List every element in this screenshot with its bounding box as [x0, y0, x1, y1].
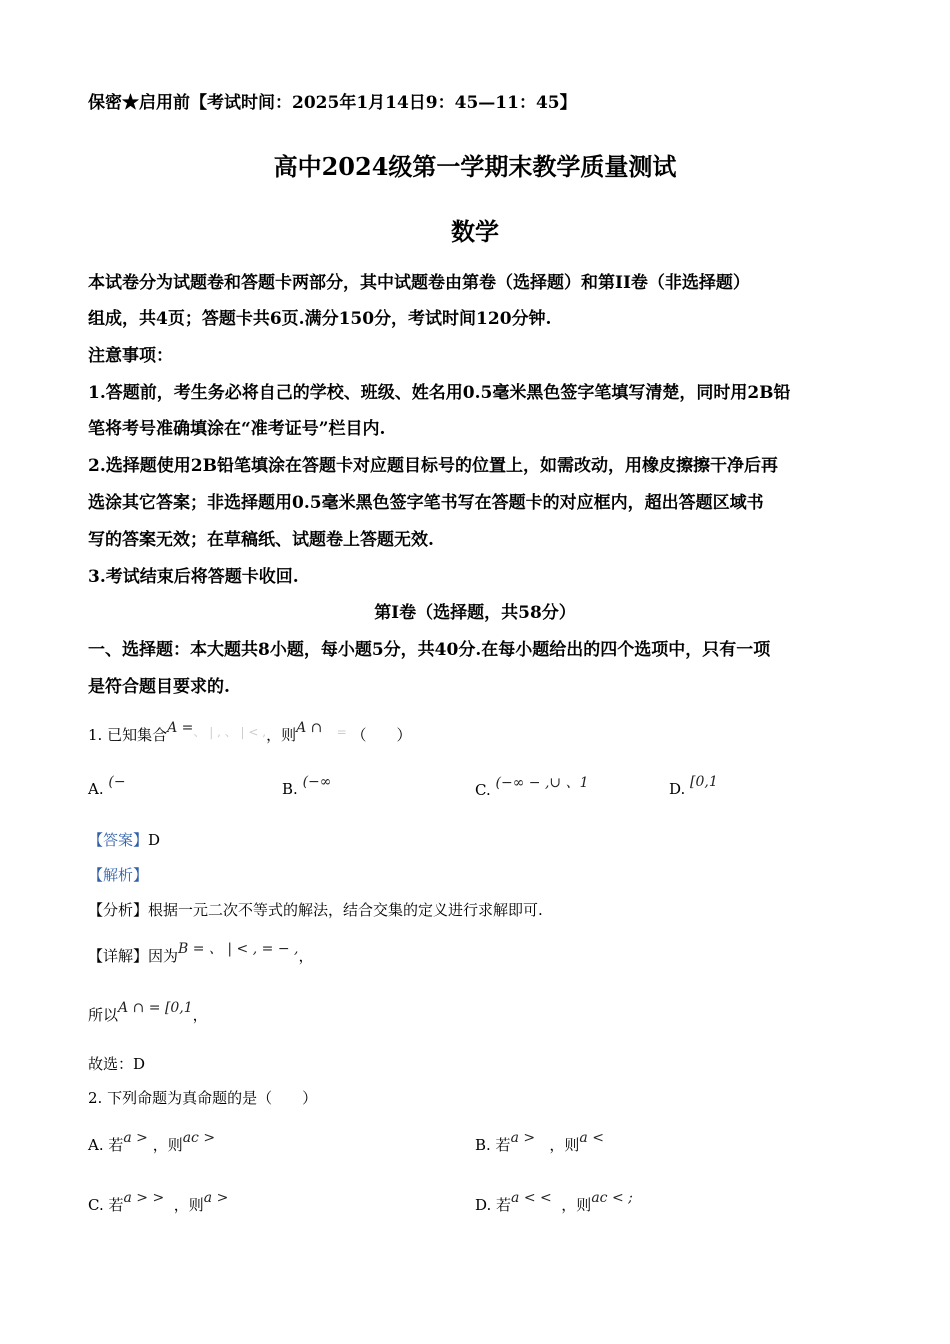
q2-option-b-then: ，则 — [549, 1136, 580, 1154]
q2-option-d — [475, 1190, 633, 1215]
q2-option-c-premise: a > > — [123, 1190, 165, 1206]
q2-option-c-then: ，则 — [173, 1196, 204, 1214]
q1-conclusion — [88, 1000, 208, 1025]
q1-analysis: 【分析】根据一元二次不等式的解法，结合交集的定义进行求解即可. — [88, 901, 543, 919]
q1-stem-mid: ，则 — [266, 726, 297, 744]
q1-so-prefix: 所以 — [88, 1006, 119, 1024]
q1-option-b-label: B. — [282, 780, 298, 798]
answer-value: D — [148, 831, 161, 849]
note-1-line-1: 1.答题前，考生务必将自己的学校、班级、姓名用0.5毫米黑色签字笔填写清楚，同时用2B铅 — [88, 383, 791, 403]
q2-option-a-premise: a > — [123, 1130, 148, 1146]
q1-option-c-label: C. — [475, 781, 491, 799]
q2-option-d-premise: a < < — [511, 1190, 552, 1206]
q1-so-suffix: ， — [192, 1006, 208, 1024]
q2-option-a-label: A. 若 — [88, 1136, 124, 1154]
q1-option-b — [282, 774, 332, 798]
q1-answer — [88, 829, 160, 850]
q2-option-c-label: C. 若 — [88, 1196, 124, 1214]
q2-option-b-label: B. 若 — [475, 1136, 511, 1154]
q2-option-b — [475, 1130, 604, 1155]
q2-option-d-then: ，则 — [561, 1196, 592, 1214]
q1-so-math: A ∩ = [0,1 — [118, 1000, 193, 1016]
section-instruction-2: 是符合题目要求的. — [88, 677, 230, 697]
q1-option-d-math: [0,1 — [690, 774, 718, 790]
q1-option-d — [669, 774, 718, 798]
q1-detail-math: B = 、 | < , = − , — [178, 941, 299, 957]
q2-option-d-conclusion: ac < ; — [591, 1190, 633, 1206]
q2-option-c-conclusion: a > — [203, 1190, 229, 1206]
confidential-line: 保密★启用前【考试时间：2025年1月14日9：45—11：45】 — [88, 93, 577, 113]
q1-option-a-math: (− — [108, 774, 126, 790]
exam-title: 高中2024级第一学期末教学质量测试 — [273, 152, 677, 181]
q1-option-a-label: A. — [88, 780, 104, 798]
q1-option-d-label: D. — [669, 780, 686, 798]
q1-math-a: A = — [167, 720, 194, 736]
q1-stem-prefix: 1. 已知集合 — [88, 726, 168, 744]
q1-detail-prefix: 【详解】因为 — [88, 947, 179, 965]
subject-title: 数学 — [451, 217, 499, 246]
q1-option-a — [88, 774, 126, 798]
analysis-tag: 【解析】 — [88, 866, 149, 884]
note-2-line-2: 选涂其它答案；非选择题用0.5毫米黑色签字笔书写在答题卡的对应框内，超出答题区域书 — [88, 493, 764, 513]
q1-option-c — [475, 775, 589, 800]
q2-option-b-premise: a > — [510, 1130, 536, 1146]
q1-option-c-math: (−∞ − ,∪ 、1 — [495, 775, 589, 791]
q1-choose: 故选：D — [88, 1055, 146, 1073]
q2-option-b-conclusion: a < — [579, 1130, 604, 1146]
q1-paren: （ ） — [351, 726, 412, 744]
answer-tag: 【答案】 — [88, 831, 149, 849]
note-1-line-2: 笔将考号准确填涂在“准考证号”栏目内. — [88, 419, 386, 439]
q1-option-b-math: (−∞ — [302, 774, 332, 790]
section-instruction-1: 一、选择题：本大题共8小题，每小题5分，共40分.在每小题给出的四个选项中，只有一项 — [88, 640, 771, 660]
q2-option-d-label: D. 若 — [475, 1196, 512, 1214]
note-3: 3.考试结束后将答题卡收回. — [88, 567, 299, 587]
section-heading: 第I卷（选择题，共58分） — [374, 603, 576, 623]
notes-title: 注意事项： — [88, 346, 173, 366]
q2-option-c — [88, 1190, 229, 1215]
question-1-stem — [88, 720, 412, 745]
intro-line-2: 组成，共4页；答题卡共6页.满分150分，考试时间120分钟. — [88, 309, 552, 329]
note-2-line-3: 写的答案无效；在草稿纸、试题卷上答题无效. — [88, 530, 434, 550]
note-2-line-1: 2.选择题使用2B铅笔填涂在答题卡对应题目标号的位置上，如需改动，用橡皮擦擦干净后再 — [88, 456, 778, 476]
q2-option-a — [88, 1130, 216, 1155]
q1-detail-suffix: ， — [298, 947, 314, 965]
q1-detail — [88, 941, 314, 966]
q2-option-a-conclusion: ac > — [182, 1130, 216, 1146]
q2-option-a-then: ，则 — [152, 1136, 183, 1154]
q1-math-eq: = — [336, 725, 347, 739]
question-2-stem: 2. 下列命题为真命题的是（ ） — [88, 1089, 318, 1107]
intro-line-1: 本试卷分为试题卷和答题卡两部分，其中试题卷由第卷（选择题）和第II卷（非选择题） — [88, 273, 750, 293]
q1-math-cap: A ∩ — [296, 720, 323, 736]
q1-math-rest: 、 | , 、 | < , — [193, 725, 267, 739]
